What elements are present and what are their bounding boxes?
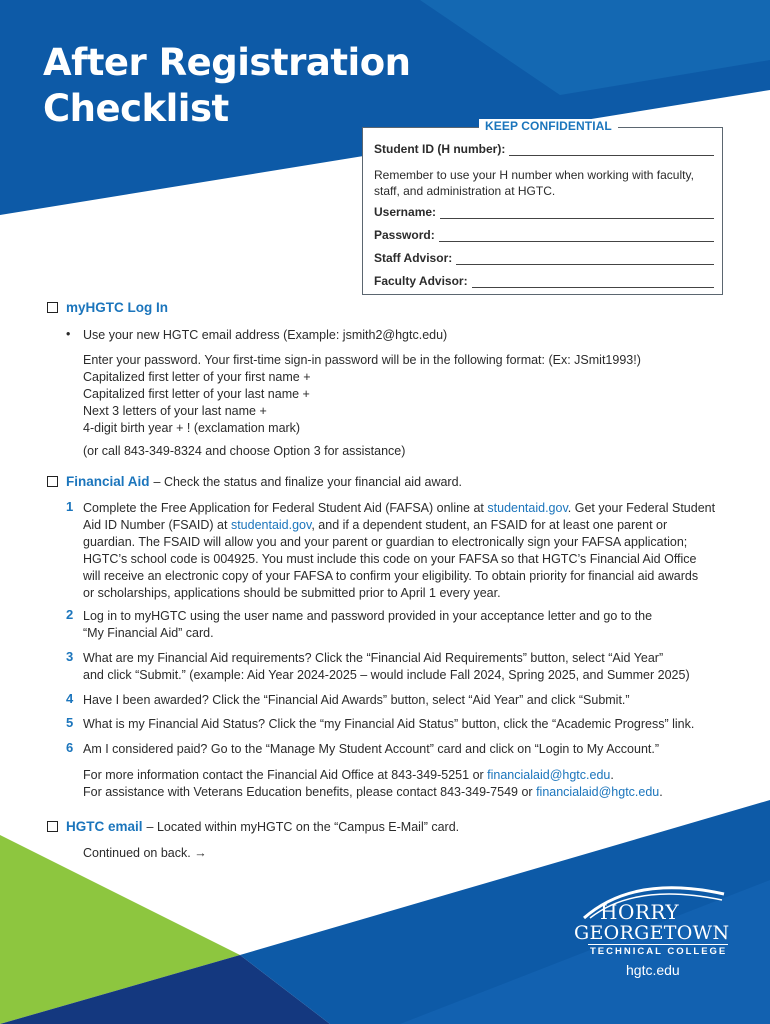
- myhgtc-checkbox[interactable]: [47, 302, 58, 313]
- step-number: 6: [66, 740, 74, 755]
- contact-line-1: For more information contact the Financial Aid Office at 843-349-5251 or financialaid@hgtc.edu.: [83, 768, 614, 782]
- password-line: Capitalized first letter of your last name +: [83, 387, 310, 401]
- step-number: 4: [66, 691, 74, 706]
- logo-georgetown: GEORGETOWN: [574, 922, 730, 944]
- faculty-advisor-label: Faculty Advisor:: [374, 274, 468, 288]
- step-number: 5: [66, 715, 74, 730]
- myhgtc-heading: [47, 300, 168, 315]
- password-line: 4-digit birth year + ! (exclamation mark): [83, 421, 301, 435]
- student-id-row: [374, 142, 714, 156]
- continued-on-back: Continued on back. →: [83, 846, 207, 860]
- financial-aid-title: Financial Aid: [66, 474, 150, 489]
- veterans-email-link[interactable]: financialaid@hgtc.edu: [536, 785, 660, 799]
- step-number: 2: [66, 607, 74, 622]
- username-row: [374, 205, 714, 219]
- bullet-icon: •: [66, 327, 71, 341]
- logo-technical-college: TECHNICAL COLLEGE: [590, 946, 728, 957]
- username-label: Username:: [374, 205, 437, 219]
- page-title: [43, 40, 410, 132]
- hgtc-email-title: HGTC email: [66, 819, 143, 834]
- step-text: [83, 650, 690, 684]
- step-line: Aid ID Number (FSAID) at studentaid.gov, and if a dependent student, an FSAID for at least one parent or: [83, 518, 668, 532]
- step-line: will receive an electronic copy of your FAFSA to confirm your eligibility. To obtain priority for financial aid awards: [83, 569, 699, 583]
- confidential-box: [362, 119, 723, 295]
- password-row: [374, 228, 714, 242]
- staff-advisor-field[interactable]: [456, 253, 714, 265]
- myhgtc-assistance: (or call 843-349-8324 and choose Option 3 for assistance): [83, 444, 406, 458]
- student-id-field[interactable]: [509, 144, 714, 156]
- student-id-label: Student ID (H number):: [374, 142, 506, 156]
- password-line: Next 3 letters of your last name +: [83, 404, 267, 418]
- step-text: [83, 741, 659, 758]
- logo-horry: HORRY: [600, 900, 680, 924]
- step-line: What is my Financial Aid Status? Click the “my Financial Aid Status” button, click the “Academic Progress” link.: [83, 717, 695, 731]
- keep-confidential-label: KEEP CONFIDENTIAL: [479, 119, 618, 133]
- title-line-1: After Registration: [43, 41, 411, 84]
- step-line: HGTC’s school code is 004925. You must include this code on your FAFSA so that HGTC’s Financial Aid Office: [83, 552, 697, 566]
- logo-divider: [588, 944, 728, 945]
- step-line: and click “Submit.” (example: Aid Year 2024-2025 – would include Fall 2024, Spring 2025, and Summer 2025): [83, 668, 690, 682]
- username-field[interactable]: [440, 207, 714, 219]
- step-number: 1: [66, 499, 74, 514]
- step-line: Have I been awarded? Click the “Financial Aid Awards” button, select “Aid Year” and click “Submit.”: [83, 693, 630, 707]
- step-number: 3: [66, 649, 74, 664]
- faculty-advisor-row: [374, 274, 714, 288]
- studentaid-link[interactable]: studentaid.gov: [230, 518, 312, 532]
- confidential-note: Remember to use your H number when working with faculty, staff, and administration at HGTC.: [374, 168, 694, 198]
- password-label: Password:: [374, 228, 435, 242]
- password-line: Enter your password. Your first-time sign-in password will be in the following format: (Ex: JSmit1993!): [83, 353, 641, 367]
- step-line: or scholarships, applications should be submitted prior to April 1 every year.: [83, 586, 501, 600]
- password-line: Capitalized first letter of your first name +: [83, 370, 311, 384]
- hgtc-email-checkbox[interactable]: [47, 821, 58, 832]
- myhgtc-title: myHGTC Log In: [66, 300, 168, 315]
- step-text: [83, 692, 630, 709]
- staff-advisor-label: Staff Advisor:: [374, 251, 453, 265]
- financial-aid-contact: [83, 767, 663, 801]
- step-line: Log in to myHGTC using the user name and password provided in your acceptance letter and go to the: [83, 609, 653, 623]
- title-line-2: Checklist: [43, 87, 229, 130]
- logo-url[interactable]: hgtc.edu: [626, 962, 680, 978]
- password-field[interactable]: [439, 230, 714, 242]
- step-text: [83, 500, 715, 602]
- myhgtc-password-block: [83, 352, 641, 437]
- myhgtc-email-bullet: Use your new HGTC email address (Example: jsmith2@hgtc.edu): [83, 328, 448, 342]
- step-line: Am I considered paid? Go to the “Manage My Student Account” card and click on “Login to My Account.”: [83, 742, 660, 756]
- financial-aid-subtitle: – Check the status and finalize your financial aid award.: [153, 474, 463, 489]
- contact-line-2: For assistance with Veterans Education benefits, please contact 843-349-7549 or financialaid@hgtc.edu.: [83, 785, 663, 799]
- hgtc-email-subtitle: – Located within myHGTC on the “Campus E-Mail” card.: [146, 819, 460, 834]
- step-line: guardian. The FSAID will allow you and your parent or guardian to electronically sign your FAFSA application;: [83, 535, 688, 549]
- step-text: [83, 608, 652, 642]
- financial-aid-checkbox[interactable]: [47, 476, 58, 487]
- financial-aid-heading: [47, 474, 462, 489]
- financial-aid-email-link[interactable]: financialaid@hgtc.edu: [487, 768, 611, 782]
- faculty-advisor-field[interactable]: [472, 276, 714, 288]
- step-line: “My Financial Aid” card.: [83, 626, 214, 640]
- hgtc-email-heading: [47, 819, 459, 834]
- step-line: Complete the Free Application for Federal Student Aid (FAFSA) online at studentaid.gov. Get your Federal Student: [83, 501, 716, 515]
- staff-advisor-row: [374, 251, 714, 265]
- studentaid-link[interactable]: studentaid.gov: [487, 501, 568, 515]
- step-line: What are my Financial Aid requirements? Click the “Financial Aid Requirements” button, select “Aid Year”: [83, 651, 664, 665]
- step-text: [83, 716, 694, 733]
